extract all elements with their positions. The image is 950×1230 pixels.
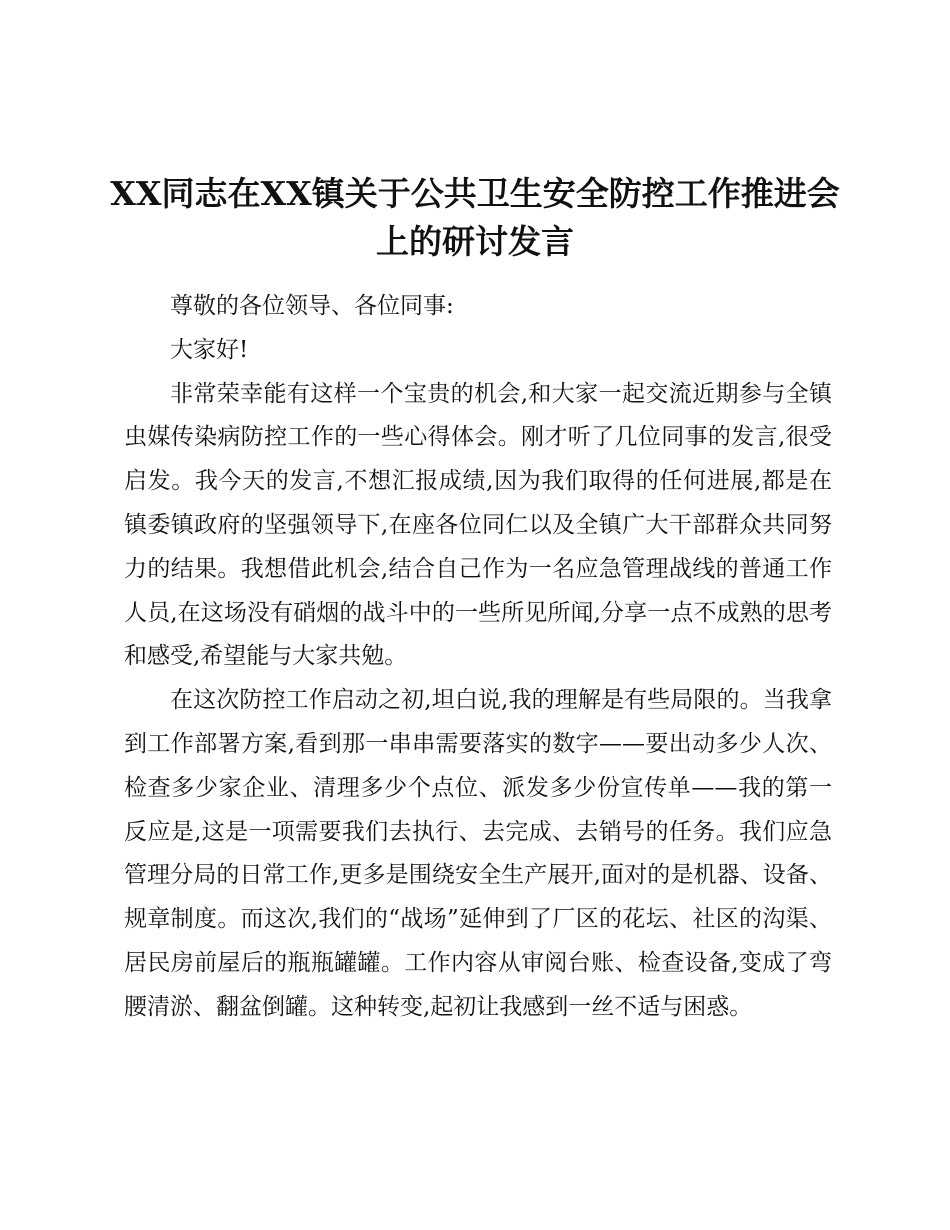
salutation: 尊敬的各位领导、各位同事: [170,293,454,319]
paragraph-reflection: 在这次防控工作启动之初,坦白说,我的理解是有些局限的。当我拿到工作部署方案,看到那一串串需要落实的数字——要出动多少人次、检查多少家企业、清理多少个点位、派发多少份宣传单——我的第一反应是,这是一项需要我们去执行、去完成、去销号的任务。我们应急管理分局的日常工作,更多是围绕安全生产展开,面对的是机器、设备、规章制度。而这次,我们的“战场”延伸到了厂区的花坛、社区的沟渠、居民房前屋后的瓶瓶罐罐。工作内容从审阅台账、检查设备,变成了弯腰清淤、翻盆倒罐。这种转变,起初让我感到一丝不适与困惑。 [124,687,832,1020]
greeting: 大家好! [170,336,249,363]
paragraph-intro: 非常荣幸能有这样一个宝贵的机会,和大家一起交流近期参与全镇虫媒传染病防控工作的一些心得体会。刚才听了几位同事的发言,很受启发。我今天的发言,不想汇报成绩,因为我们取得的任何进展,都是在镇委镇政府的坚强领导下,在座各位同仁以及全镇广大干部群众共同努力的结果。我想借此机会,结合自己作为一名应急管理战线的普通工作人员,在这场没有硝烟的战斗中的一些所见所闻,分享一点不成熟的思考和感受,希望能与大家共勉。 [124,380,832,670]
document-body [124,285,832,1030]
document-title: XX同志在XX镇关于公共卫生安全防控工作推进会上的研讨发言 [110,174,840,261]
